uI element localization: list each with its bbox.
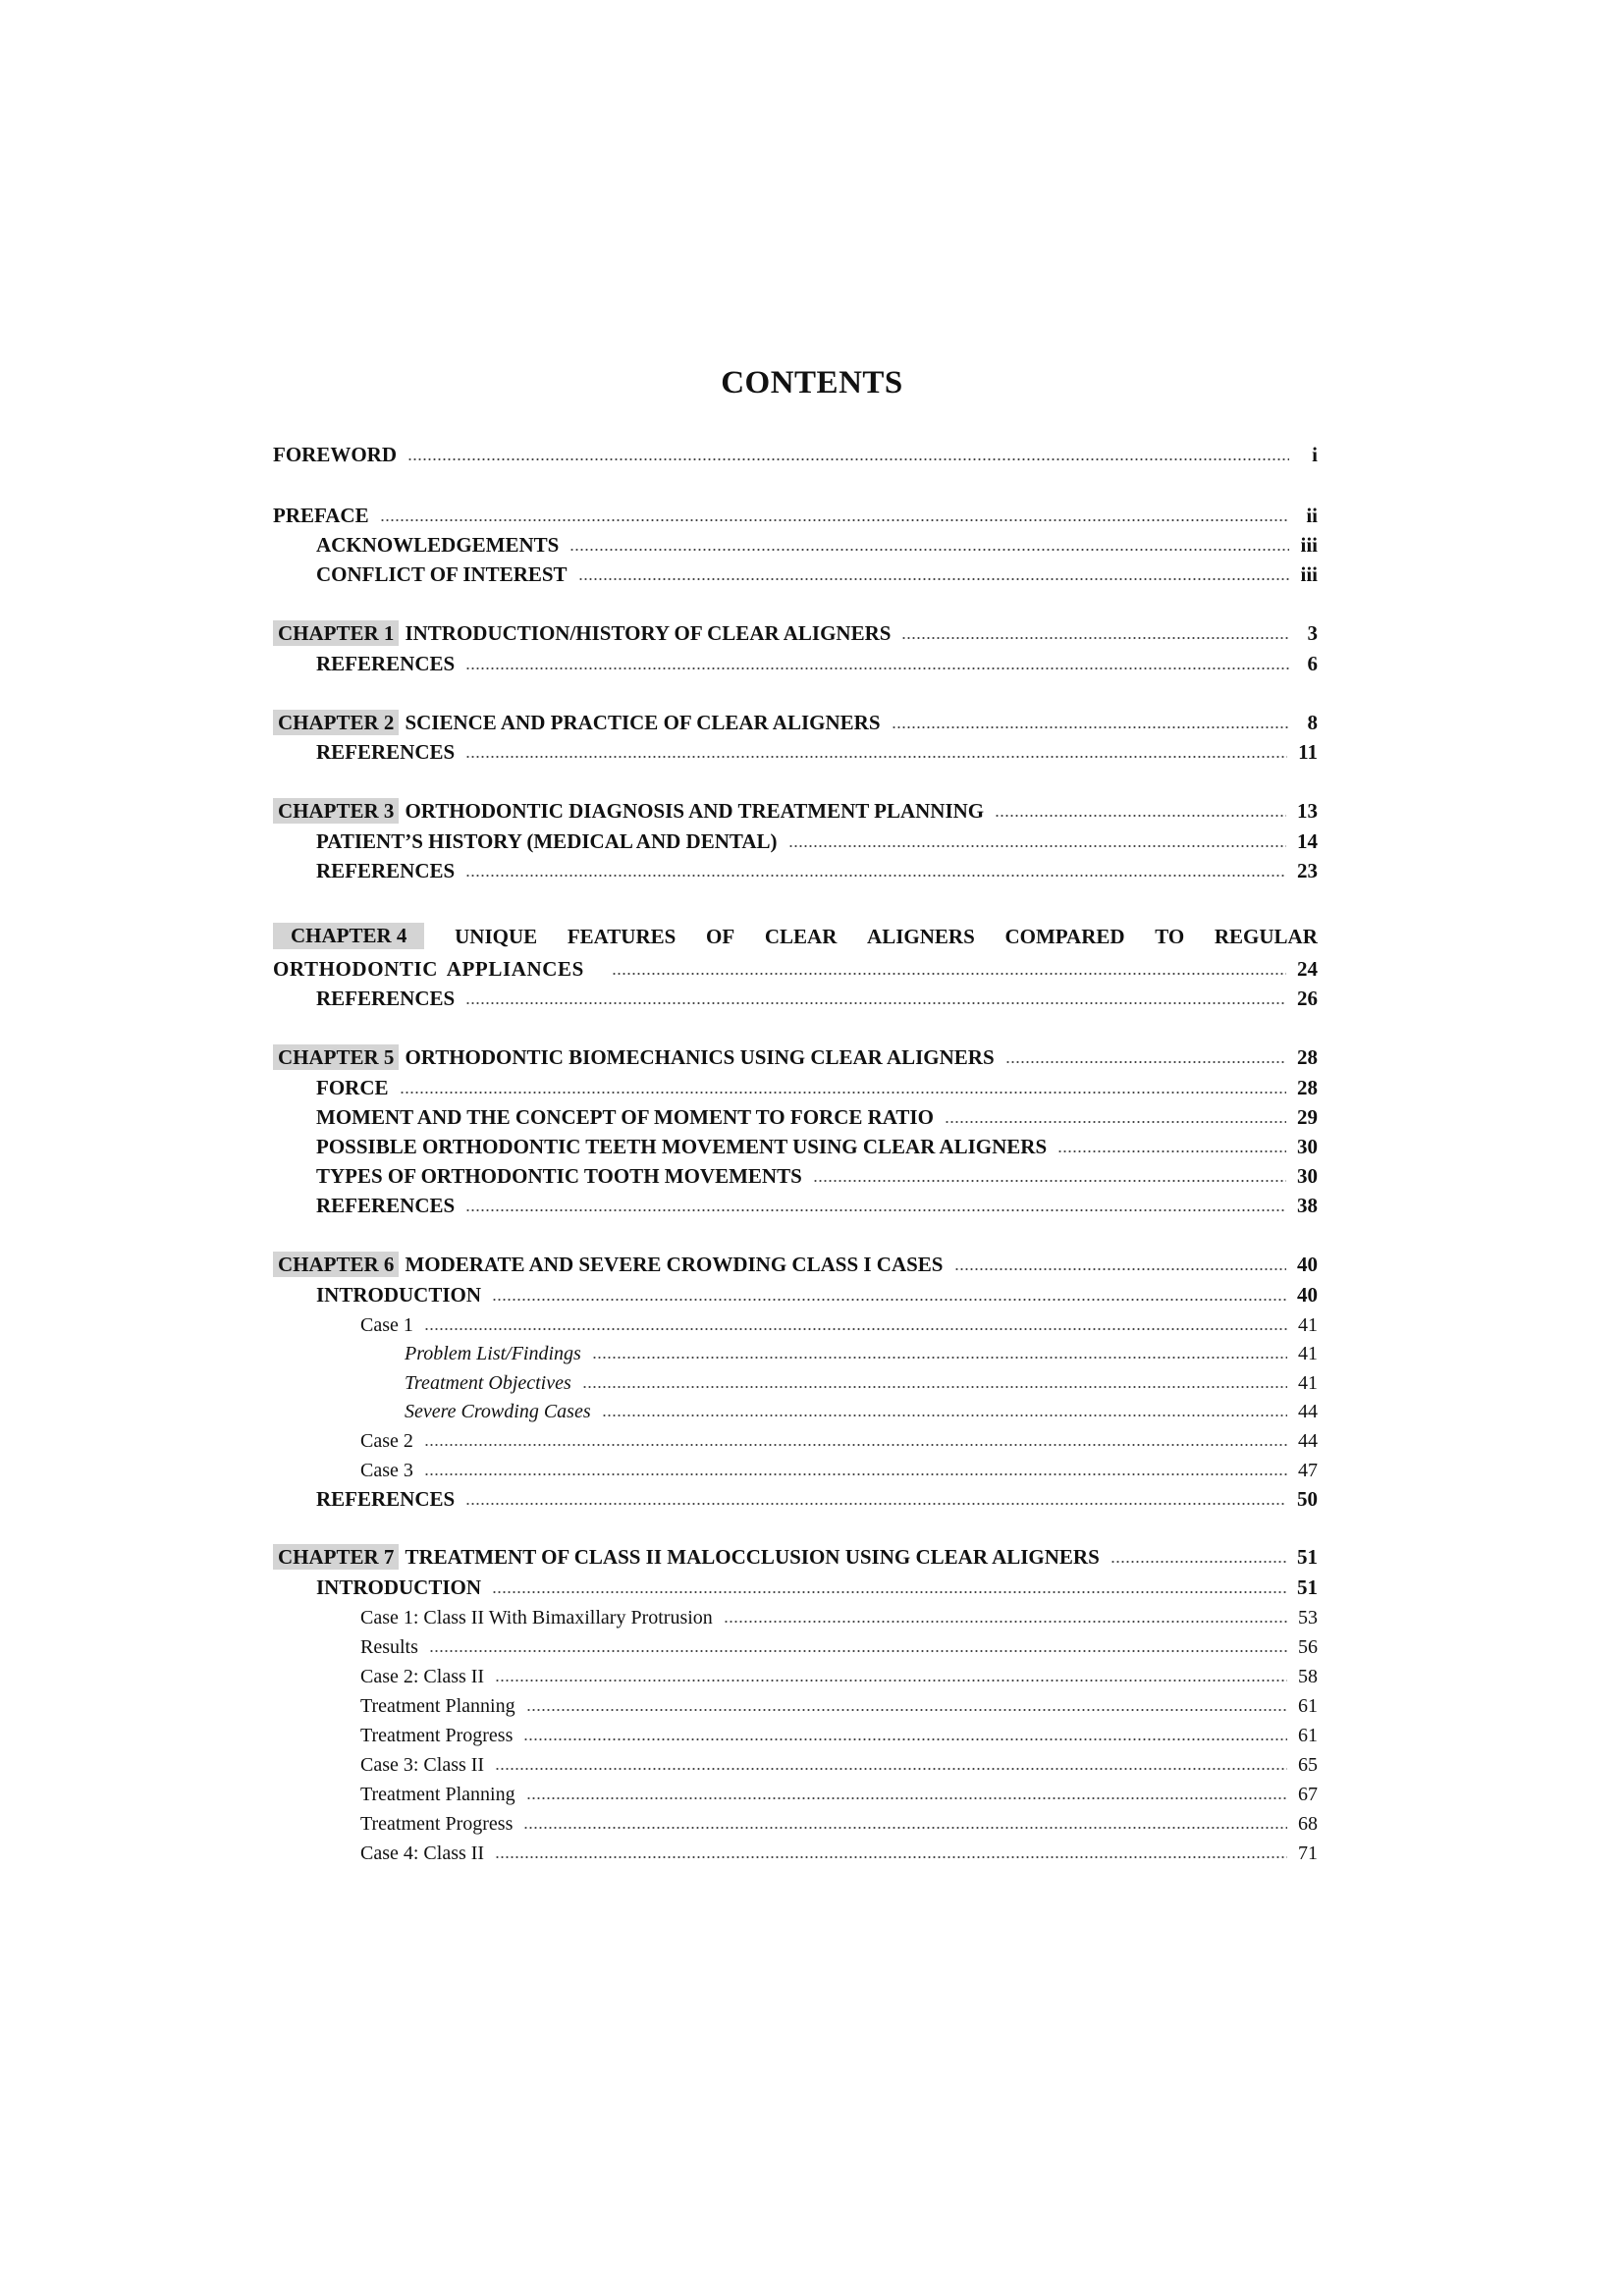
dot-leader — [465, 1503, 1286, 1505]
toc-entry-chapter-4-line-2[interactable] — [273, 952, 1318, 982]
entry-label: Case 1 — [360, 1314, 413, 1336]
dot-leader — [1057, 1150, 1286, 1152]
entry-label: Treatment Planning — [360, 1695, 515, 1717]
dot-leader — [526, 1797, 1287, 1799]
page-number: 67 — [1298, 1784, 1318, 1805]
toc-entry-moment-to-force-ratio[interactable] — [316, 1100, 1318, 1130]
page-title: CONTENTS — [721, 365, 903, 400]
dot-leader — [495, 1680, 1287, 1682]
chapter-tag: CHAPTER 2 — [273, 710, 399, 735]
dot-leader — [945, 1121, 1286, 1123]
dot-leader — [523, 1827, 1287, 1829]
dot-leader — [592, 1357, 1287, 1359]
toc-entry-problem-list[interactable] — [405, 1336, 1318, 1365]
page-number: 56 — [1298, 1636, 1318, 1658]
toc-entry-patients-history[interactable] — [316, 825, 1318, 854]
toc-entry-force[interactable] — [316, 1071, 1318, 1100]
dot-leader — [788, 845, 1287, 847]
dot-leader — [429, 1650, 1287, 1652]
page-number: 8 — [1307, 711, 1318, 734]
chapter-tag: CHAPTER 6 — [273, 1252, 399, 1277]
toc-entry-ch6-case-2[interactable] — [360, 1423, 1318, 1453]
entry-label: Case 2: Class II — [360, 1666, 485, 1687]
entry-label: REFERENCES — [316, 1487, 456, 1511]
toc-entry-severe-crowding-cases[interactable] — [405, 1394, 1318, 1423]
page-number: 41 — [1298, 1314, 1318, 1336]
toc-entry-chapter-6[interactable] — [273, 1248, 1318, 1277]
page-number: 68 — [1298, 1813, 1318, 1835]
page-number: ii — [1306, 504, 1318, 527]
page-number: 41 — [1298, 1343, 1318, 1364]
dot-leader — [526, 1709, 1287, 1711]
dot-leader — [495, 1768, 1287, 1770]
page-number: 61 — [1298, 1725, 1318, 1746]
dot-leader — [578, 578, 1289, 580]
page-number: 30 — [1297, 1164, 1318, 1188]
toc-entry-possible-teeth-movement[interactable] — [316, 1130, 1318, 1159]
page-number: 53 — [1298, 1607, 1318, 1629]
dot-leader — [465, 1002, 1286, 1004]
toc-entry-ch6-references[interactable] — [316, 1482, 1318, 1512]
toc-entry-ch2-references[interactable] — [316, 735, 1318, 765]
page-number: 65 — [1298, 1754, 1318, 1776]
entry-label: POSSIBLE ORTHODONTIC TEETH MOVEMENT USING CLEAR ALIGNERS — [316, 1135, 1048, 1158]
dot-leader — [465, 875, 1286, 877]
entry-label: Case 4: Class II — [360, 1842, 485, 1864]
page-number: 14 — [1297, 829, 1318, 853]
page-number: 50 — [1297, 1487, 1318, 1511]
entry-label: Results — [360, 1636, 418, 1658]
entry-label: REFERENCES — [316, 652, 456, 675]
dot-leader — [954, 1268, 1287, 1270]
entry-label: Treatment Objectives — [405, 1372, 571, 1394]
entry-label: CONFLICT OF INTEREST — [316, 562, 568, 586]
entry-label: INTRODUCTION — [316, 1575, 482, 1599]
page-number: 30 — [1297, 1135, 1318, 1158]
chapter-title-word: COMPARED — [1004, 925, 1125, 948]
toc-entry-ch7-treatment-planning-1[interactable] — [360, 1688, 1318, 1718]
toc-entry-foreword[interactable] — [273, 438, 1318, 467]
chapter-title: TREATMENT OF CLASS II MALOCCLUSION USING CLEAR ALIGNERS — [405, 1545, 1100, 1569]
dot-leader — [492, 1299, 1286, 1301]
toc-entry-ch4-references[interactable] — [316, 982, 1318, 1011]
chapter-tag: CHAPTER 1 — [273, 620, 399, 646]
page-number: 28 — [1297, 1076, 1318, 1099]
toc-entry-ch6-case-1[interactable] — [360, 1308, 1318, 1337]
dot-leader — [407, 458, 1289, 460]
page-number: 51 — [1297, 1575, 1318, 1599]
toc-entry-ch7-case-4[interactable] — [360, 1836, 1318, 1865]
entry-label: PREFACE — [273, 504, 369, 527]
dot-leader — [582, 1386, 1287, 1388]
dot-leader — [1005, 1061, 1286, 1063]
page-number: 47 — [1298, 1460, 1318, 1481]
page-number: 29 — [1297, 1105, 1318, 1129]
toc-entry-ch7-treatment-progress-1[interactable] — [360, 1718, 1318, 1747]
toc-entry-chapter-7[interactable] — [273, 1540, 1318, 1570]
page-number: 26 — [1297, 987, 1318, 1010]
page-number: 44 — [1298, 1401, 1318, 1422]
page-number: 24 — [1297, 957, 1318, 981]
toc-entry-ch6-introduction[interactable] — [316, 1278, 1318, 1308]
toc-entry-ch7-treatment-planning-2[interactable] — [360, 1777, 1318, 1806]
toc-entry-chapter-1[interactable] — [273, 616, 1318, 646]
entry-label: REFERENCES — [316, 859, 456, 882]
page-number: 61 — [1298, 1695, 1318, 1717]
entry-label: INTRODUCTION — [316, 1283, 482, 1307]
toc-entry-ch7-treatment-progress-2[interactable] — [360, 1806, 1318, 1836]
page-number: 38 — [1297, 1194, 1318, 1217]
toc-entry-ch7-results[interactable] — [360, 1629, 1318, 1659]
dot-leader — [380, 519, 1289, 521]
dot-leader — [465, 1209, 1286, 1211]
dot-leader — [465, 667, 1289, 669]
toc-entry-ch7-case-1[interactable] — [360, 1600, 1318, 1629]
chapter-title-word: UNIQUE — [455, 925, 538, 948]
dot-leader — [523, 1738, 1287, 1740]
chapter-title-word: FEATURES — [567, 925, 677, 948]
chapter-tag: CHAPTER 3 — [273, 798, 399, 824]
entry-label: Case 2 — [360, 1430, 413, 1452]
dot-leader — [901, 637, 1289, 639]
entry-label: FOREWORD — [273, 443, 397, 466]
entry-label: Severe Crowding Cases — [405, 1401, 591, 1422]
dot-leader — [724, 1621, 1287, 1623]
entry-label: Case 3 — [360, 1460, 413, 1481]
chapter-tag: CHAPTER 7 — [273, 1544, 399, 1570]
dot-leader — [424, 1328, 1287, 1330]
page-number: 51 — [1297, 1545, 1318, 1569]
entry-label: FORCE — [316, 1076, 389, 1099]
page-number: 58 — [1298, 1666, 1318, 1687]
entry-label: MOMENT AND THE CONCEPT OF MOMENT TO FORCE RATIO — [316, 1105, 934, 1129]
chapter-title-word: TO — [1155, 925, 1185, 948]
page-number: 11 — [1298, 740, 1318, 764]
chapter-title-word: ALIGNERS — [867, 925, 975, 948]
chapter-title: SCIENCE AND PRACTICE OF CLEAR ALIGNERS — [405, 711, 881, 734]
chapter-title-word: REGULAR — [1214, 925, 1318, 948]
toc-entry-conflict-of-interest[interactable] — [316, 558, 1318, 587]
chapter-title-continued: ORTHODONTIC APPLIANCES — [273, 957, 584, 981]
dot-leader — [424, 1473, 1287, 1475]
chapter-title: ORTHODONTIC DIAGNOSIS AND TREATMENT PLANNING — [405, 799, 985, 823]
entry-label: PATIENT’S HISTORY (MEDICAL AND DENTAL) — [316, 829, 778, 853]
chapter-title: INTRODUCTION/HISTORY OF CLEAR ALIGNERS — [405, 621, 892, 645]
entry-label: TYPES OF ORTHODONTIC TOOTH MOVEMENTS — [316, 1164, 802, 1188]
dot-leader — [892, 726, 1290, 728]
entry-label: Treatment Progress — [360, 1725, 514, 1746]
toc-entry-chapter-2[interactable] — [273, 706, 1318, 735]
toc-entry-acknowledgements[interactable] — [316, 528, 1318, 558]
page-number: 6 — [1307, 652, 1318, 675]
toc-entry-ch5-references[interactable] — [316, 1189, 1318, 1218]
toc-entry-chapter-3[interactable] — [273, 794, 1318, 824]
toc-entry-ch7-case-3[interactable] — [360, 1747, 1318, 1777]
page-number: iii — [1300, 533, 1318, 557]
toc-entry-ch3-references[interactable] — [316, 854, 1318, 883]
chapter-title-word: CLEAR — [764, 925, 838, 948]
toc-entry-preface[interactable] — [273, 499, 1318, 528]
dot-leader — [400, 1092, 1287, 1094]
page-number: 3 — [1307, 621, 1318, 645]
dot-leader — [813, 1180, 1286, 1182]
dot-leader — [492, 1591, 1286, 1593]
page-number: i — [1312, 443, 1318, 466]
dot-leader — [1110, 1561, 1286, 1563]
toc-entry-types-of-tooth-movements[interactable] — [316, 1159, 1318, 1189]
entry-label: Treatment Progress — [360, 1813, 514, 1835]
toc-entry-ch1-references[interactable] — [316, 647, 1318, 676]
page-number: 23 — [1297, 859, 1318, 882]
page-number: 13 — [1297, 799, 1318, 823]
entry-label: Treatment Planning — [360, 1784, 515, 1805]
toc-entry-chapter-5[interactable] — [273, 1041, 1318, 1070]
page-number: 28 — [1297, 1045, 1318, 1069]
entry-label: REFERENCES — [316, 740, 456, 764]
entry-label: Case 1: Class II With Bimaxillary Protrusion — [360, 1607, 713, 1629]
page-number: 40 — [1297, 1283, 1318, 1307]
chapter-title-word: OF — [705, 925, 735, 948]
chapter-tag: CHAPTER 4 — [273, 923, 424, 949]
page-number: 44 — [1298, 1430, 1318, 1452]
chapter-tag: CHAPTER 5 — [273, 1044, 399, 1070]
chapter-title: ORTHODONTIC BIOMECHANICS USING CLEAR ALIGNERS — [405, 1045, 995, 1069]
dot-leader — [602, 1415, 1287, 1416]
toc-entry-ch6-case-3[interactable] — [360, 1453, 1318, 1482]
dot-leader — [995, 815, 1286, 817]
toc-entry-ch7-introduction[interactable] — [316, 1571, 1318, 1600]
page-number: 40 — [1297, 1253, 1318, 1276]
toc-entry-treatment-objectives[interactable] — [405, 1365, 1318, 1395]
entry-label: REFERENCES — [316, 987, 456, 1010]
dot-leader — [569, 549, 1289, 551]
page-number: 71 — [1298, 1842, 1318, 1864]
entry-label: REFERENCES — [316, 1194, 456, 1217]
chapter-title: MODERATE AND SEVERE CROWDING CLASS I CASES — [405, 1253, 944, 1276]
toc-entry-chapter-4-line-1[interactable] — [273, 922, 1318, 949]
page-number: 41 — [1298, 1372, 1318, 1394]
entry-label: Case 3: Class II — [360, 1754, 485, 1776]
page-number: iii — [1300, 562, 1318, 586]
toc-entry-ch7-case-2[interactable] — [360, 1659, 1318, 1688]
dot-leader — [495, 1856, 1287, 1858]
entry-label: Problem List/Findings — [405, 1343, 581, 1364]
dot-leader — [465, 756, 1287, 758]
dot-leader — [612, 973, 1286, 975]
dot-leader — [424, 1444, 1287, 1446]
entry-label: ACKNOWLEDGEMENTS — [316, 533, 560, 557]
